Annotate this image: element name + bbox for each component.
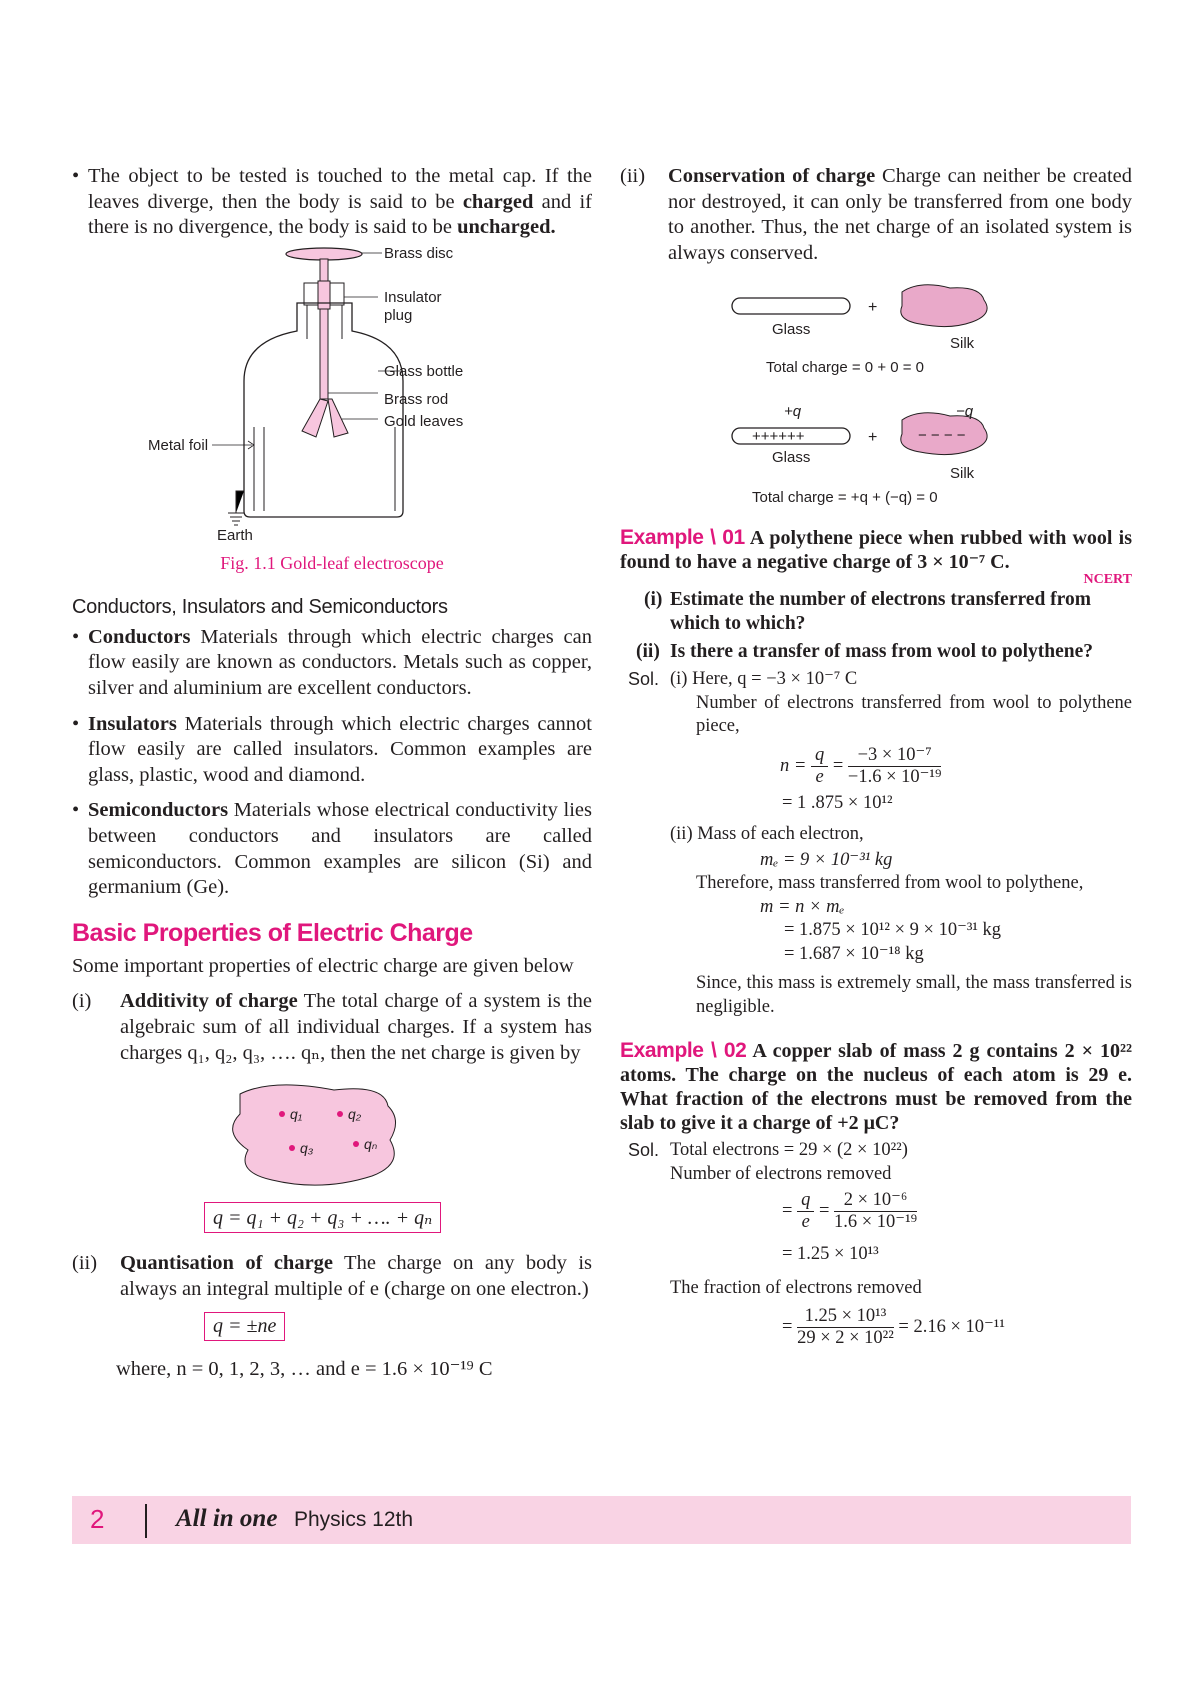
property-quantisation: (ii) Quantisation of charge The charge on any body is always an integral multiple of e (charge on one electron.)	[72, 1252, 592, 1300]
glass-charges: ++++++	[752, 428, 805, 446]
left-column	[72, 164, 592, 1383]
label-earth: Earth	[217, 526, 253, 544]
label-glass-1: Glass	[772, 321, 811, 339]
brand-logo: All in one	[176, 1505, 278, 1532]
example-02: Example \ 02 A copper slab of mass 2 g contains 2 × 10²² atoms. The charge on the nucleus of each atom is 29 e. What fraction of the electrons must be removed from the slab to give it a charge of +2 μC?	[620, 1039, 1132, 1135]
label-silk-2: Silk	[950, 465, 975, 483]
total-charge-2: Total charge = +q + (−q) = 0	[752, 489, 938, 507]
page-number: 2	[90, 1504, 105, 1534]
conservation-diagram	[620, 280, 1132, 508]
example-01-question-1: (i) Estimate the number of electrons transferred from which to which?	[644, 589, 1091, 635]
example-01: Example \ 01 A polythene piece when rubbed with wool is found to have a negative charge of 3 × 10⁻⁷ C.	[620, 526, 1132, 574]
label-brass-rod: Brass rod	[384, 390, 449, 408]
electrons-removed-equation: = $\frac{q}{e}$ = $\frac{\text{2 × 10⁻⁶}}{\text{1.6 × 10⁻¹⁹}}$	[782, 1190, 918, 1233]
section-heading: Conductors, Insulators and Semiconductors	[72, 595, 448, 618]
footer-divider	[145, 1504, 147, 1538]
label-minus-q: −q	[956, 403, 974, 421]
label-q1: q₁	[290, 1106, 303, 1123]
label-brass-disc: Brass disc	[384, 244, 454, 262]
silk-charges: − − − −	[918, 427, 966, 445]
ncert-tag: NCERT	[1083, 572, 1132, 588]
intro-bullet: • The object to be tested is touched to the metal cap. If the leaves diverge, then the body is said to be charged and if there is no divergence, the body is said to be uncharged.	[72, 164, 592, 241]
main-heading: Basic Properties of Electric Charge	[72, 918, 473, 947]
label-insulator-plug-2: plug	[384, 306, 413, 324]
bullet-semiconductors: • Semiconductors Materials whose electrical conductivity lies between conductors and insulators are called semiconductors. Common examples are silicon (Si) and germanium (Ge).	[72, 798, 592, 900]
where-line: where, n = 0, 1, 2, 3, … and e = 1.6 × 10⁻¹⁹ C	[116, 1358, 493, 1381]
bullet-insulators: • Insulators Materials through which electric charges cannot flow easily are called insulators. Common examples are glass, plastic, wood and diamond.	[72, 712, 592, 789]
label-q2: q₂	[348, 1106, 362, 1123]
total-charge-1: Total charge = 0 + 0 = 0	[766, 359, 925, 377]
label-insulator-plug: Insulator	[384, 288, 442, 306]
n-equation: n = $\frac{q}{e}$ = $\frac{\text{−3 × 10⁻⁷}}{\text{−1.6 × 10⁻¹⁹}}$	[780, 744, 942, 787]
glass-silk-drawing	[620, 280, 1132, 508]
charges-blob	[72, 1080, 592, 1192]
page-footer	[72, 1496, 1131, 1544]
electroscope-drawing	[72, 241, 592, 541]
label-glass-bottle: Glass bottle	[384, 362, 464, 380]
label-gold-leaves: Gold leaves	[384, 412, 464, 430]
formula-net-charge: q = q₁ + q₂ + q₃ + …. + qₙ	[204, 1202, 592, 1233]
electroscope-figure	[72, 244, 592, 551]
label-silk-1: Silk	[950, 335, 975, 353]
label-glass-2: Glass	[772, 449, 811, 467]
label-metal-foil: Metal foil	[148, 436, 209, 454]
main-intro: Some important properties of electric charge are given below	[72, 954, 574, 977]
example-01-question-2: (ii) Is there a transfer of mass from wool to polythene?	[636, 641, 1093, 663]
right-column	[620, 164, 1132, 1349]
label-q3: q₃	[300, 1140, 314, 1157]
fraction-equation: = $\frac{\text{1.25 × 10¹³}}{\text{29 × 2 × 10²²}}$ = 2.16 × 10⁻¹¹	[782, 1306, 1005, 1349]
example-01-solution: Sol. (i) Here, q = −3 × 10⁻⁷ C Number of electrons transferred from wool to polythene piece, n = $\frac{q}{e}$ = $\frac{\text{−3 × 10⁻⁷}}{\text{−1.6 × 10⁻¹⁹}}$ = 1 .875 × 10¹² (ii) Mass of each electron, mₑ = 9 × 10⁻³¹ kg Therefore, mass transferred from wool to polythene, m = n × mₑ = 1.875 × 10¹² × 9 × 10⁻³¹ kg = 1.687 × 10⁻¹⁸ kg Since, this mass is extremely small, the mass transferred is negligible.	[628, 669, 1132, 1017]
example-02-solution: Sol. Total electrons = 29 × (2 × 10²²) Number of electrons removed = $\frac{q}{e}$ = $\frac{\text{2 × 10⁻⁶}}{\text{1.6 × 10⁻¹⁹}}$ = 1.25 × 10¹³ The fraction of electrons removed = $\frac{\text{1.25 × 10¹³}}{\text{29 × 2 × 10²²}}$ = 2.16 × 10⁻¹¹	[620, 1139, 1132, 1349]
bullet-conductors: • Conductors Materials through which electric charges can flow easily are known as conductors. Metals such as copper, silver and aluminium are excellent conductors.	[72, 625, 592, 702]
plus-sign-1: +	[868, 299, 878, 317]
label-plus-q: +q	[784, 403, 802, 421]
figure-caption: Fig. 1.1 Gold-leaf electroscope	[220, 552, 444, 573]
formula-quantisation: q = ±ne	[204, 1312, 592, 1341]
property-additivity: (i) Additivity of charge The total charge of a system is the algebraic sum of all individual charges. If a system has charges q₁, q₂, q₃, …. qₙ, then the net charge is given by	[72, 990, 593, 1064]
plus-sign-2: +	[868, 429, 878, 447]
book-title: Physics 12th	[294, 1508, 414, 1531]
property-conservation: (ii) Conservation of charge Charge can neither be created nor destroyed, it can only be transferred from one body to another. Thus, the net charge of an isolated system is always conserved.	[620, 165, 1132, 264]
charges-blob-figure	[72, 1080, 592, 1192]
label-qn: qₙ	[364, 1136, 378, 1153]
